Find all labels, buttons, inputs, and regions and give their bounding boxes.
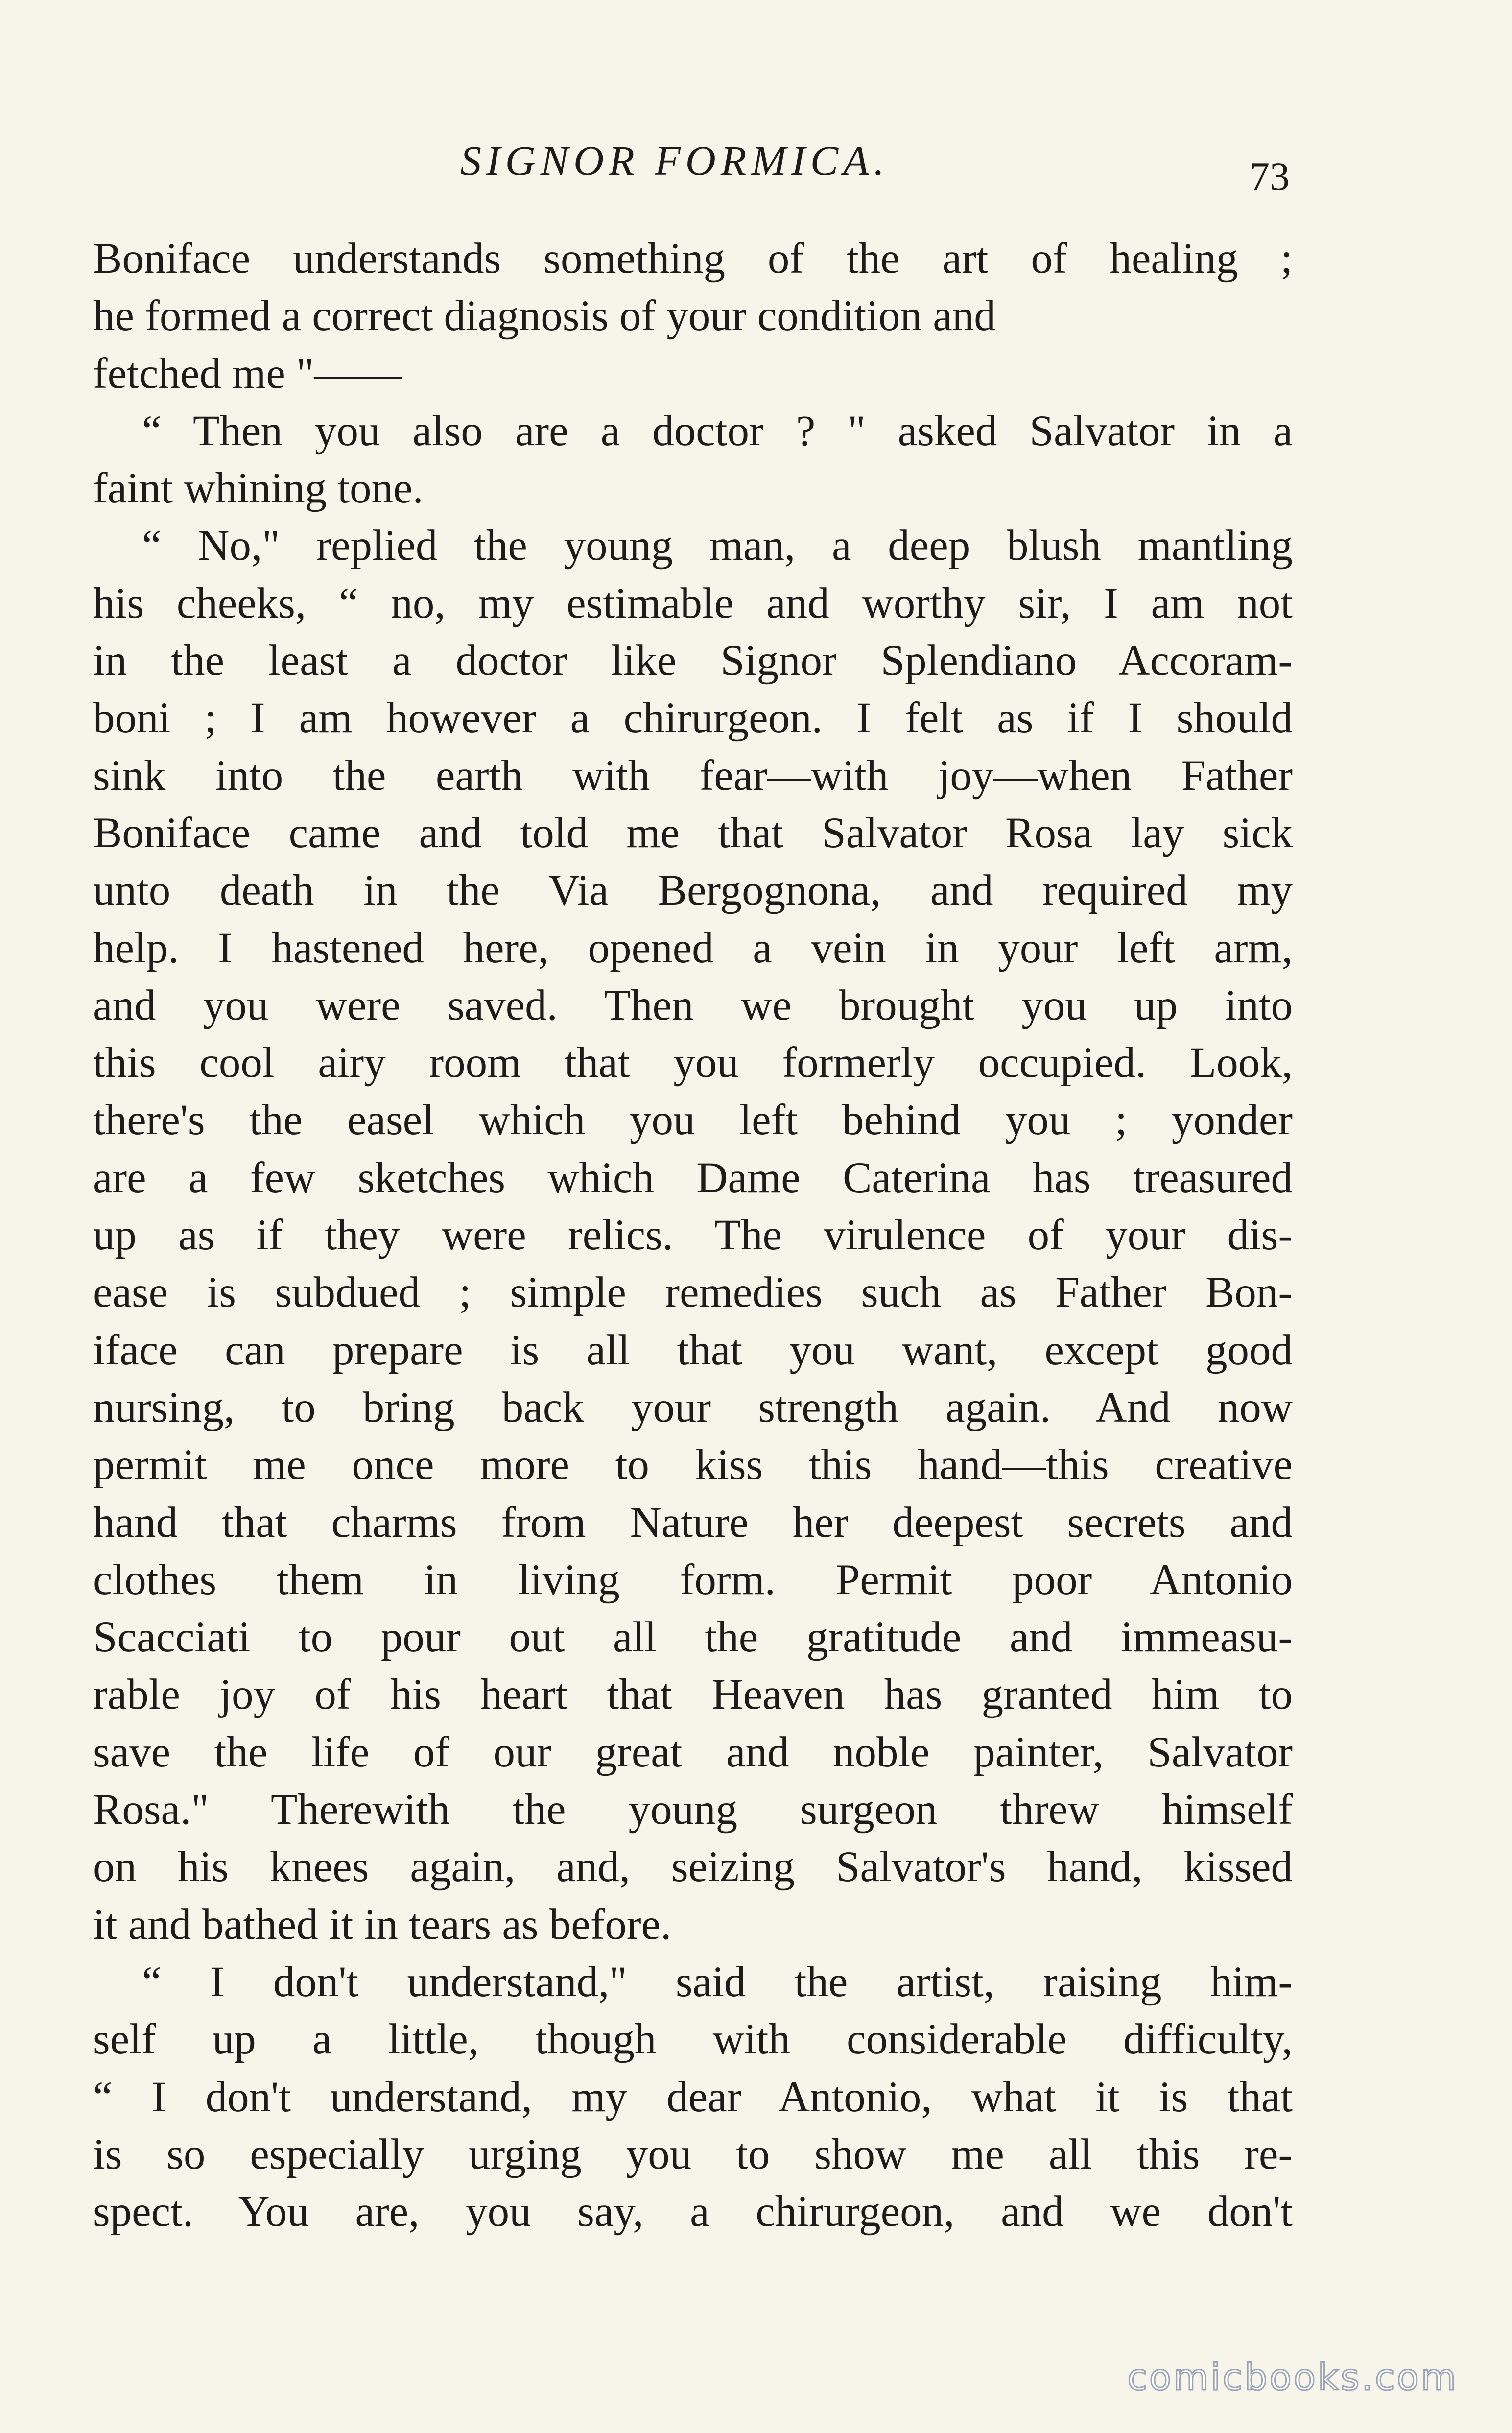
text-line-30: it and bathed it in tears as before. — [93, 1900, 672, 1949]
text-line-22: permit me once more to kiss this hand—this creative — [93, 1441, 1293, 1489]
text-line-3: fetched me "—— — [93, 349, 402, 398]
text-line-12: unto death in the Via Bergognona, and required my — [93, 866, 1293, 915]
text-line-19: ease is subdued ; simple remedies such as Father Bon- — [93, 1268, 1293, 1317]
text-line-20: iface can prepare is all that you want, except good — [93, 1326, 1293, 1374]
text-line-11: Boniface came and told me that Salvator Rosa lay sick — [93, 809, 1293, 857]
text-line-27: save the life of our great and noble painter, Salvator — [93, 1728, 1293, 1776]
text-line-23: hand that charms from Nature her deepest secrets and — [93, 1498, 1293, 1547]
watermark: comicbooks.com — [1127, 2357, 1458, 2399]
text-line-35: spect. You are, you say, a chirurgeon, and we don't — [93, 2188, 1293, 2236]
text-line-10: sink into the earth with fear—with joy—when Father — [93, 751, 1293, 800]
text-line-29: on his knees again, and, seizing Salvator's hand, kissed — [93, 1843, 1293, 1891]
text-line-15: this cool airy room that you formerly occupied. Look, — [93, 1039, 1293, 1087]
text-line-25: Scacciati to pour out all the gratitude and immeasu- — [93, 1613, 1293, 1662]
text-line-6: “ No," replied the young man, a deep blush mantling — [142, 522, 1293, 570]
text-line-26: rable joy of his heart that Heaven has granted him to — [93, 1670, 1293, 1719]
text-line-33: “ I don't understand, my dear Antonio, what it is that — [93, 2073, 1293, 2121]
text-line-14: and you were saved. Then we brought you up into — [93, 981, 1293, 1029]
text-line-9: boni ; I am however a chirurgeon. I felt as if I should — [93, 694, 1293, 742]
text-line-7: his cheeks, “ no, my estimable and worthy sir, I am not — [93, 579, 1293, 627]
text-line-17: are a few sketches which Dame Caterina has treasured — [93, 1153, 1293, 1202]
text-line-31: “ I don't understand," said the artist, raising him- — [142, 1957, 1293, 2006]
text-line-28: Rosa." Therewith the young surgeon threw himself — [93, 1786, 1293, 1834]
text-line-4: “ Then you also are a doctor ? " asked Salvator in a — [142, 406, 1293, 455]
text-line-16: there's the easel which you left behind you ; yonder — [93, 1096, 1293, 1145]
running-title: SIGNOR FORMICA. — [460, 137, 890, 184]
body-text — [93, 230, 1293, 2241]
text-line-1: Boniface understands something of the art of healing ; — [93, 235, 1293, 283]
text-line-34: is so especially urging you to show me all this re- — [93, 2130, 1293, 2178]
text-line-5: faint whining tone. — [93, 464, 424, 513]
text-line-21: nursing, to bring back your strength again. And now — [93, 1383, 1293, 1431]
text-line-18: up as if they were relics. The virulence of your dis- — [93, 1211, 1293, 1260]
text-line-8: in the least a doctor like Signor Splendiano Accoram- — [93, 637, 1293, 685]
text-line-32: self up a little, though with considerable difficulty, — [93, 2015, 1293, 2064]
text-line-13: help. I hastened here, opened a vein in your left arm, — [93, 924, 1293, 972]
page-number: 73 — [1250, 154, 1290, 198]
text-line-2: he formed a correct diagnosis of your condition and — [93, 292, 996, 340]
running-head — [0, 131, 1512, 198]
text-line-24: clothes them in living form. Permit poor Antonio — [93, 1555, 1293, 1604]
